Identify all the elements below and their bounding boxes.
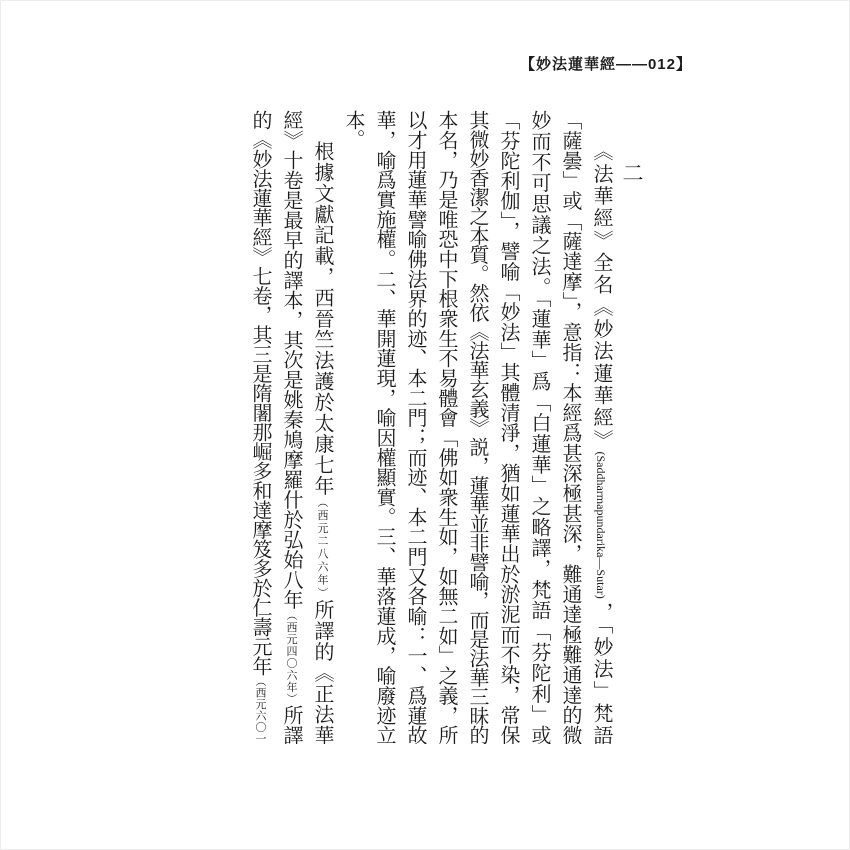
text-column-4 (492, 110, 523, 744)
text-run: 本。 (342, 110, 364, 148)
text-run: 所譯 (280, 705, 302, 744)
text-run: 「芬陀利伽」，譬喻「妙法」其體清淨，猶如蓮華出於淤泥而不染，常保 (497, 110, 519, 744)
text-run: 以才用蓮華譬喻佛法界的迹、本二門；而迹、本二門又各喻：一、爲蓮故 (404, 110, 426, 744)
text-column-5 (461, 110, 492, 744)
text-column-10 (306, 110, 337, 744)
text-column-2 (554, 110, 585, 744)
text-column-1 (585, 110, 616, 744)
vertical-text-block (244, 110, 647, 744)
section-number: 二 (620, 162, 644, 182)
sanskrit-romanization: (Saddharmapundarika—Sutar) (594, 451, 608, 599)
text-run: 根據文獻記載，西晉竺法護於太康七年 (311, 141, 333, 497)
text-run: ，「妙法」梵語 (590, 598, 612, 744)
text-run: 本名，乃是唯恐中下根衆生不易體會「佛如衆生如，如無二如」之義，所 (435, 110, 457, 744)
text-run: 《法華經》全名《妙法蓮華經》 (590, 141, 612, 452)
running-header: 【妙法蓮華經——012】 (519, 56, 692, 73)
text-run: 華，喻爲實施權。二、華開蓮現，喻因權顯實。三、華落蓮成，喻廢迹立 (373, 110, 395, 744)
text-column-7 (399, 110, 430, 744)
text-run: 經》十卷是最早的譯本，其次是姚秦鳩摩羅什於弘始八年 (280, 110, 302, 610)
text-run: 所譯的《正法華 (311, 599, 333, 744)
text-run: 的《妙法蓮華經》七卷，其三是隋闍那崛多和達摩笈多於仁壽元年 (249, 110, 271, 676)
text-run: 「薩曇」或「薩達摩」，意指：本經爲甚深極甚深，難通達極難通達的微 (559, 110, 581, 744)
text-column-6 (430, 110, 461, 744)
text-column-12 (244, 110, 275, 744)
text-column-9 (337, 110, 368, 744)
text-run: 其微妙香潔之本質。然依《法華玄義》説，蓮華並非譬喻，而是法華三昧的 (466, 110, 488, 744)
text-run: 妙而不可思議之法。「蓮華」爲「白蓮華」之略譯，梵語「芬陀利」或 (528, 110, 550, 744)
text-column-11 (275, 110, 306, 744)
era-annotation: （西元六〇一 (254, 675, 266, 744)
text-column-8 (368, 110, 399, 744)
era-annotation: （西元二八六年） (316, 496, 328, 600)
text-column-3 (523, 110, 554, 744)
era-annotation: （西元四〇六年） (285, 609, 297, 706)
